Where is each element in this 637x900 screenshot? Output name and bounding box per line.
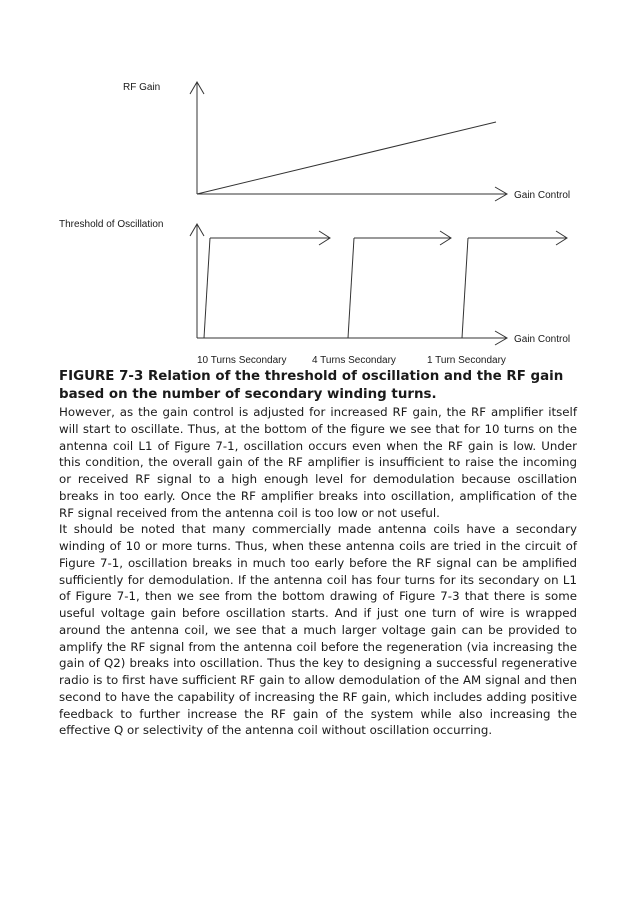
figure-caption: FIGURE 7-3 Relation of the threshold of oscillation and the RF gain based on the number of secondary winding turns. xyxy=(59,369,564,402)
top-x-label: Gain Control xyxy=(514,190,571,201)
figure-7-3 xyxy=(0,0,637,370)
curve-label-4-turns: 4 Turns Secondary xyxy=(312,355,396,366)
paragraph: It should be noted that many commercially made antenna coils have a secondary winding of 10 or more turns. Thus, when these antenna coils are tried in the circuit of Figure 7-1, oscillation breaks in much too early before the RF signal can be amplified sufficiently for demodulation. If the antenna coil has four turns for its secondary on L1 of Figure 7-1, then we see from the bottom drawing of Figure 7-3 that there is some useful voltage gain before oscillation starts. And if just one turn of wire is wrapped around the antenna coil, we see that a much larger voltage gain can be provided to amplify the RF signal from the antenna coil before the regeneration (via increasing the gain of Q2) breaks into oscillation. Thus the key to designing a successful regenerative radio is to first have sufficient RF gain to allow demodulation of the AM signal and then second to have the capability of increasing the RF gain, which includes adding positive feedback to further increase the RF gain of the system while also increasing the effective Q or selectivity of the antenna coil without oscillation occurring. xyxy=(59,522,577,738)
curve-1-turn-rise xyxy=(462,238,468,338)
rf-gain-line xyxy=(197,122,496,194)
body-text xyxy=(59,404,577,739)
top-y-label: RF Gain xyxy=(123,82,161,93)
paragraph: However, as the gain control is adjusted for increased RF gain, the RF amplifier itself will start to oscillate. Thus, at the bottom of the figure we see that for 10 turns on the antenna coil L1 of Figure 7-1, oscillation occurs even when the RF gain is low. Under this condition, the overall gain of the RF amplifier is insufficient to raise the incoming or received RF signal to a high enough level for demodulation because oscillation breaks in too early. Once the RF amplifier breaks into oscillation, amplification of the RF signal received from the antenna coil is too low or not useful. xyxy=(59,405,577,520)
bottom-x-label: Gain Control xyxy=(514,334,571,345)
curve-label-1-turn: 1 Turn Secondary xyxy=(427,355,506,366)
bottom-y-label: Threshold of Oscillation xyxy=(59,219,164,230)
curve-label-10-turns: 10 Turns Secondary xyxy=(197,355,287,366)
curve-4-turns-rise xyxy=(348,238,354,338)
curve-10-turns-rise xyxy=(204,238,210,338)
